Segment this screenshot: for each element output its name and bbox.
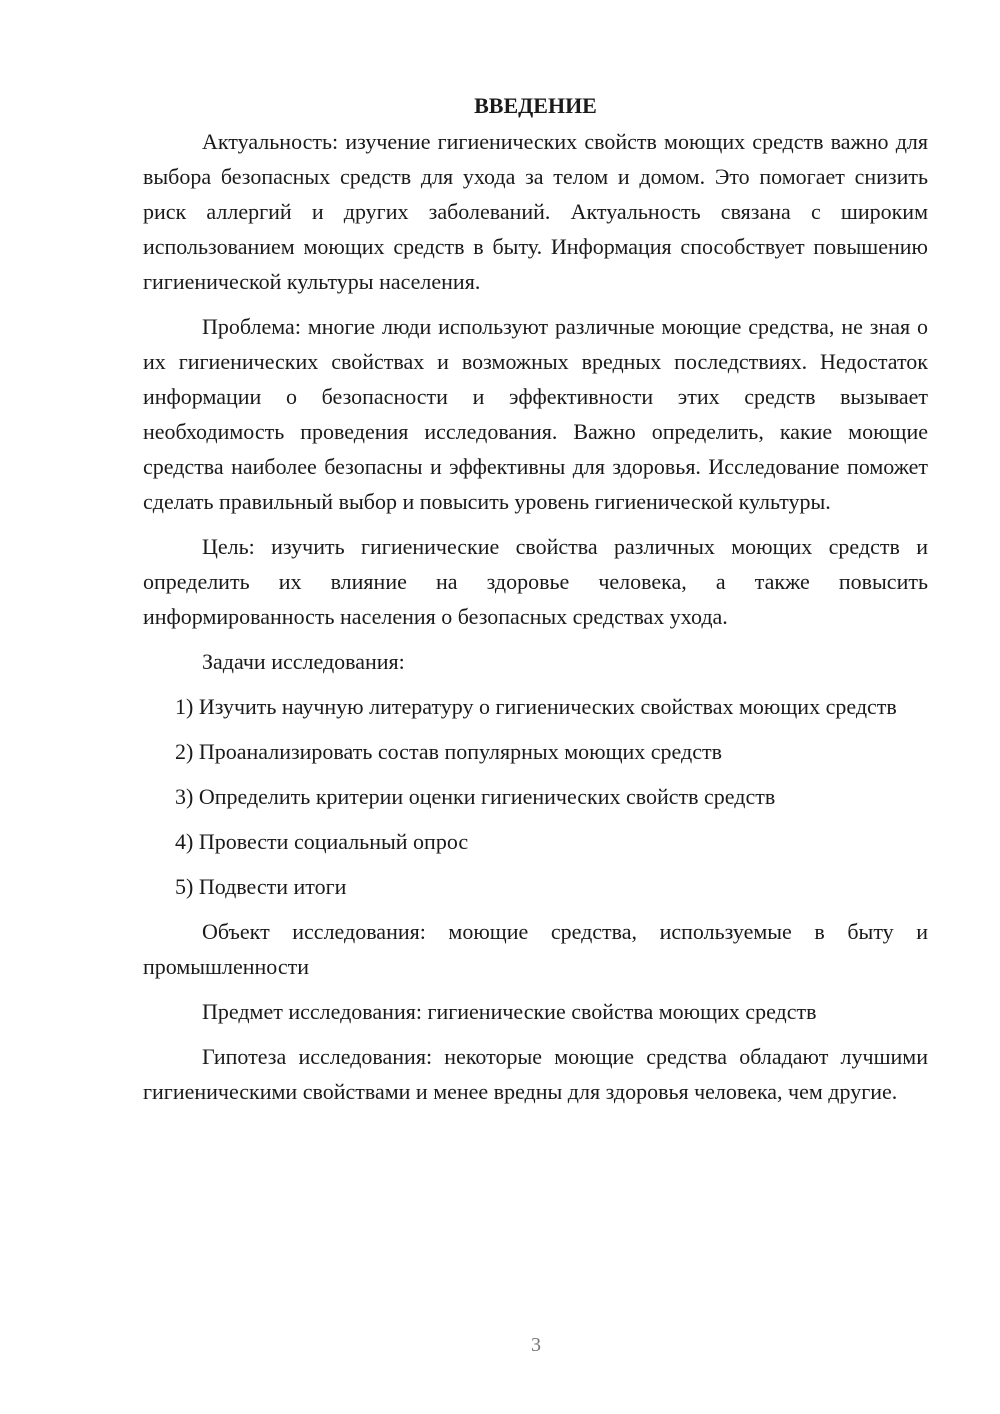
paragraph-relevance: Актуальность: изучение гигиенических свойств моющих средств важно для выбора безопасных средств для ухода за телом и домом. Это помогает снизить риск аллергий и других заболеваний. Актуальность связана с широким использованием моющих средств в быту. Информация способствует повышению гигиенической культуры населения.	[143, 129, 928, 294]
list-item: 5) Подвести итоги	[175, 874, 347, 899]
page-content	[143, 88, 928, 1119]
page-number: 3	[531, 1334, 541, 1356]
tasks-list	[143, 689, 928, 904]
paragraph-goal: Цель: изучить гигиенические свойства различных моющих средств и определить их влияние на здоровье человека, а также повысить информированность населения о безопасных средствах ухода.	[143, 534, 928, 629]
page-title: ВВЕДЕНИЕ	[474, 93, 597, 118]
list-item: 1) Изучить научную литературу о гигиенических свойствах моющих средств	[175, 694, 897, 719]
list-item: 4) Провести социальный опрос	[175, 829, 469, 854]
paragraph-problem: Проблема: многие люди используют различные моющие средства, не зная о их гигиенических свойствах и возможных вредных последствиях. Недостаток информации о безопасности и эффективности этих средств вызывает необходимость проведения исследования. Важно определить, какие моющие средства наиболее безопасны и эффективны для здоровья. Исследование поможет сделать правильный выбор и повысить уровень гигиенической культуры.	[143, 314, 928, 514]
list-item: 3) Определить критерии оценки гигиенических свойств средств	[175, 784, 776, 809]
tasks-heading: Задачи исследования:	[202, 649, 405, 674]
paragraph-object: Объект исследования: моющие средства, используемые в быту и промышленности	[143, 919, 928, 979]
paragraph-hypothesis: Гипотеза исследования: некоторые моющие средства обладают лучшими гигиеническими свойствами и менее вредны для здоровья человека, чем другие.	[143, 1044, 928, 1104]
paragraph-subject: Предмет исследования: гигиенические свойства моющих средств	[202, 999, 817, 1024]
list-item: 2) Проанализировать состав популярных моющих средств	[175, 739, 722, 764]
